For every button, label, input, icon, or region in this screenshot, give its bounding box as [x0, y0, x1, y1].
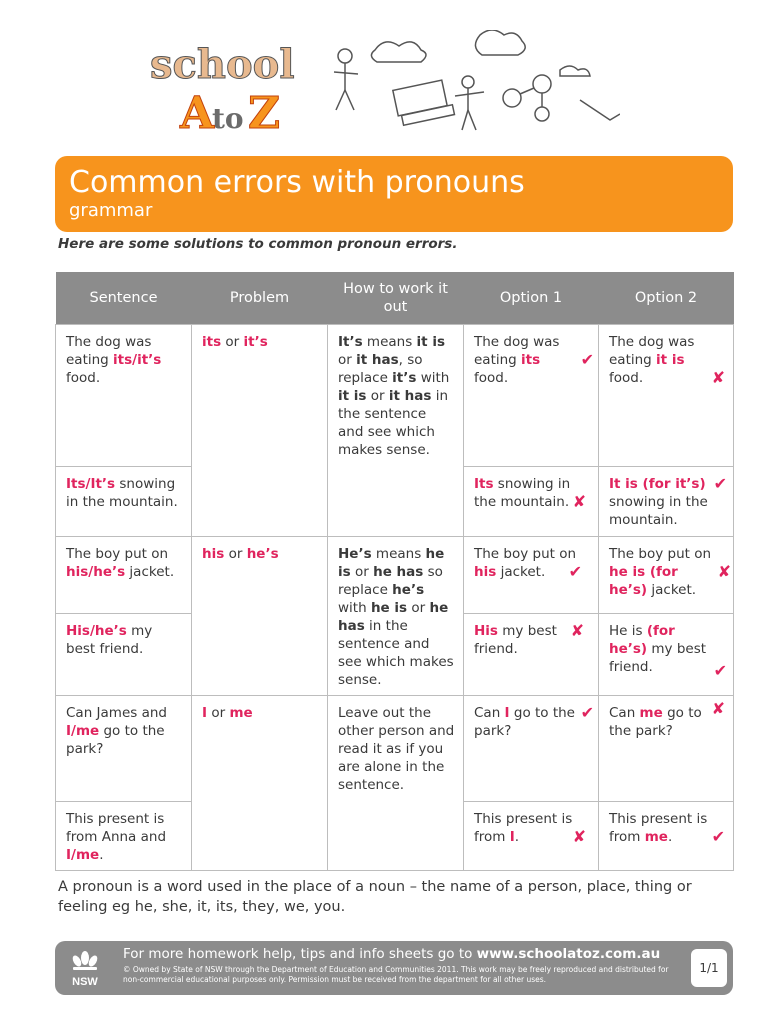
- logo-to-text: to: [212, 102, 244, 135]
- tick-icon: ✔: [713, 474, 727, 493]
- cross-icon: ✘: [572, 492, 586, 511]
- option-2-cell: Can me go to the park? ✘: [599, 696, 734, 802]
- cross-icon: ✘: [717, 562, 731, 581]
- sentence-cell: Its/It’s snowing in the mountain.: [56, 467, 192, 537]
- option-1-cell: Its snowing in the mountain. ✘: [464, 467, 599, 537]
- pronoun-errors-table: [55, 272, 734, 871]
- page-subtitle: grammar: [69, 200, 153, 221]
- option-1-cell: The boy put on his jacket. ✔: [464, 537, 599, 614]
- option-2-cell: This present is from me. ✔: [599, 802, 734, 871]
- header-option-2: Option 2: [599, 272, 734, 325]
- nsw-text: NSW: [72, 976, 98, 988]
- option-2-cell: The dog was eating it is food. ✘: [599, 325, 734, 467]
- header-how-to-work-it-out: How to work it out: [328, 272, 464, 325]
- page-title: Common errors with pronouns: [69, 165, 525, 200]
- logo-school-text: school: [150, 41, 295, 88]
- intro-text: Here are some solutions to common pronoun errors.: [58, 236, 458, 252]
- option-1-cell: The dog was eating its food. ✔: [464, 325, 599, 467]
- tick-icon: ✔: [580, 350, 594, 369]
- option-2-cell: It is (for it’s) snowing in the mountain. ✔: [599, 467, 734, 537]
- table-row: [56, 325, 734, 467]
- table-header-row: [56, 272, 734, 325]
- logo-z-text: Z: [248, 88, 281, 139]
- tick-icon: ✔: [568, 562, 582, 581]
- sentence-cell: Can James and I/me go to the park?: [56, 696, 192, 802]
- page-number: 1/1: [691, 949, 727, 987]
- doodle-illustration: [334, 30, 620, 130]
- how-to-cell: It’s means it is or it has, so replace it’s with it is or it has in the sentence and see which makes sense.: [328, 325, 464, 537]
- problem-cell: his or he’s: [192, 537, 328, 696]
- footer-website-link[interactable]: www.schoolatoz.com.au: [476, 946, 661, 962]
- header-problem: Problem: [192, 272, 328, 325]
- option-1-cell: Can I go to the park? ✔: [464, 696, 599, 802]
- sentence-cell: The dog was eating its/it’s food.: [56, 325, 192, 467]
- cross-icon: ✘: [711, 368, 725, 387]
- waratah-icon: [65, 947, 105, 989]
- problem-cell: its or it’s: [192, 325, 328, 537]
- footer-homework-line: [123, 946, 660, 962]
- option-2-cell: The boy put on he is (for he’s) jacket. ✘: [599, 537, 734, 614]
- table-row: [56, 696, 734, 802]
- tick-icon: ✔: [580, 703, 594, 722]
- cross-icon: ✘: [572, 827, 586, 846]
- nsw-logo: [65, 947, 105, 989]
- sentence-cell: His/he’s my best friend.: [56, 613, 192, 695]
- logo-a-text: A: [180, 88, 215, 139]
- footer-prefix-text: For more homework help, tips and info sheets go to: [123, 946, 477, 962]
- option-1-cell: This present is from I. ✘: [464, 802, 599, 871]
- footer-copyright: © Owned by State of NSW through the Department of Education and Communities 2011. This work may be freely reproduced and distributed for non-commercial educational purposes only. Permission must be received from the department for all other uses.: [123, 965, 669, 984]
- how-to-cell: He’s means he is or he has so replace he’s with he is or he has in the sentence and see which makes sense.: [328, 537, 464, 696]
- header-option-1: Option 1: [464, 272, 599, 325]
- cross-icon: ✘: [570, 620, 584, 640]
- problem-cell: I or me: [192, 696, 328, 871]
- school-a-to-z-logo: [150, 30, 620, 140]
- title-banner: [55, 156, 733, 232]
- table-row: [56, 537, 734, 614]
- sentence-cell: This present is from Anna and I/me.: [56, 802, 192, 871]
- pronoun-definition-note: A pronoun is a word used in the place of a noun – the name of a person, place, thing or feeling eg he, she, it, its, they, we, you.: [58, 879, 692, 915]
- option-1-cell: His my best friend. ✘: [464, 613, 599, 695]
- header-sentence: Sentence: [56, 272, 192, 325]
- tick-icon: ✔: [711, 827, 725, 846]
- option-2-cell: He is (for he’s) my best friend. ✔: [599, 613, 734, 695]
- tick-icon: ✔: [713, 660, 727, 680]
- sentence-cell: The boy put on his/he’s jacket.: [56, 537, 192, 614]
- footer-bar: [55, 941, 733, 995]
- cross-icon: ✘: [711, 699, 725, 718]
- how-to-cell: Leave out the other person and read it as if you are alone in the sentence.: [328, 696, 464, 871]
